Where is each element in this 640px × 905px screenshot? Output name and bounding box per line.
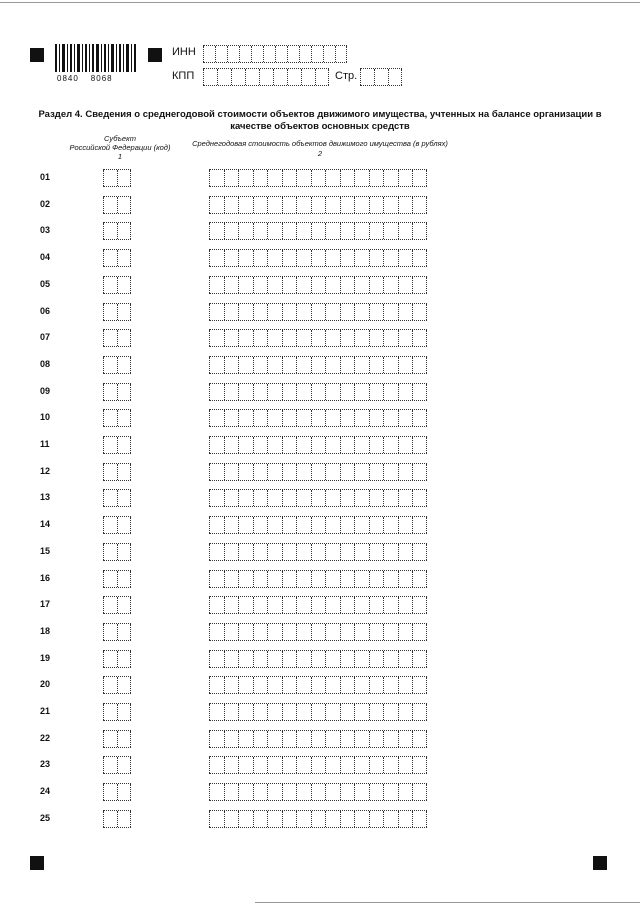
average-value-field[interactable] — [209, 356, 427, 374]
region-code-field[interactable] — [103, 516, 131, 534]
row-number: 11 — [40, 439, 50, 449]
row-number: 12 — [40, 466, 51, 476]
page-label: Стр. — [335, 70, 358, 82]
region-code-field[interactable] — [103, 596, 131, 614]
row-number: 05 — [40, 279, 51, 289]
average-value-field[interactable] — [209, 463, 427, 481]
barcode-right-digits: 8068 — [90, 74, 113, 83]
row-number: 25 — [40, 813, 51, 823]
region-code-field[interactable] — [103, 356, 131, 374]
column-2-title: Среднегодовая стоимость объектов движимого имущества (в рублях) — [192, 139, 448, 148]
row-number: 07 — [40, 332, 51, 342]
average-value-field[interactable] — [209, 703, 427, 721]
row-number: 08 — [40, 359, 51, 369]
average-value-field[interactable] — [209, 783, 427, 801]
row-number: 23 — [40, 759, 51, 769]
inn-field[interactable] — [203, 45, 347, 63]
average-value-field[interactable] — [209, 623, 427, 641]
region-code-field[interactable] — [103, 676, 131, 694]
row-number: 02 — [40, 199, 51, 209]
row-number: 24 — [40, 786, 51, 796]
row-number: 21 — [40, 706, 51, 716]
row-number: 20 — [40, 679, 51, 689]
barcode-left-digits: 0840 — [57, 74, 79, 83]
alignment-marker-top-left — [30, 48, 44, 62]
section-title-line-2: качестве объектов основных средств — [230, 121, 410, 132]
region-code-field[interactable] — [103, 383, 131, 401]
region-code-field[interactable] — [103, 703, 131, 721]
column-2-header — [190, 139, 450, 158]
region-code-field[interactable] — [103, 196, 131, 214]
inn-label: ИНН — [172, 46, 196, 58]
row-number: 14 — [40, 519, 51, 529]
region-code-field[interactable] — [103, 276, 131, 294]
alignment-marker-bottom-left — [30, 856, 44, 870]
top-border-line — [0, 2, 640, 3]
column-1-header — [55, 134, 185, 161]
average-value-field[interactable] — [209, 303, 427, 321]
bottom-border-line — [255, 902, 640, 903]
average-value-field[interactable] — [209, 543, 427, 561]
average-value-field[interactable] — [209, 489, 427, 507]
region-code-field[interactable] — [103, 436, 131, 454]
region-code-field[interactable] — [103, 303, 131, 321]
average-value-field[interactable] — [209, 676, 427, 694]
row-number: 15 — [40, 546, 51, 556]
row-number: 13 — [40, 492, 51, 502]
region-code-field[interactable] — [103, 756, 131, 774]
average-value-field[interactable] — [209, 329, 427, 347]
average-value-field[interactable] — [209, 409, 427, 427]
kpp-field[interactable] — [203, 68, 329, 86]
average-value-field[interactable] — [209, 196, 427, 214]
region-code-field[interactable] — [103, 730, 131, 748]
average-value-field[interactable] — [209, 516, 427, 534]
column-1-number: 1 — [117, 152, 123, 161]
region-code-field[interactable] — [103, 810, 131, 828]
average-value-field[interactable] — [209, 650, 427, 668]
region-code-field[interactable] — [103, 463, 131, 481]
section-title-line-1: Раздел 4. Сведения о среднегодовой стоимости объектов движимого имущества, учтенных на балансе организации в — [38, 109, 602, 120]
row-number: 22 — [40, 733, 51, 743]
average-value-field[interactable] — [209, 169, 427, 187]
barcode-image — [55, 44, 137, 72]
average-value-field[interactable] — [209, 383, 427, 401]
average-value-field[interactable] — [209, 756, 427, 774]
average-value-field[interactable] — [209, 436, 427, 454]
average-value-field[interactable] — [209, 596, 427, 614]
column-1-subtitle: Российской Федерации (код) — [69, 143, 171, 152]
average-value-field[interactable] — [209, 570, 427, 588]
row-number: 09 — [40, 386, 51, 396]
region-code-field[interactable] — [103, 650, 131, 668]
row-number: 04 — [40, 252, 51, 262]
region-code-field[interactable] — [103, 489, 131, 507]
average-value-field[interactable] — [209, 810, 427, 828]
row-number: 03 — [40, 225, 51, 235]
region-code-field[interactable] — [103, 409, 131, 427]
region-code-field[interactable] — [103, 570, 131, 588]
column-1-title: Субъект — [104, 134, 136, 143]
average-value-field[interactable] — [209, 730, 427, 748]
row-number: 18 — [40, 626, 51, 636]
row-number: 19 — [40, 653, 51, 663]
row-number: 01 — [40, 172, 51, 182]
average-value-field[interactable] — [209, 249, 427, 267]
region-code-field[interactable] — [103, 249, 131, 267]
alignment-marker-bottom-right — [593, 856, 607, 870]
row-number: 10 — [40, 412, 51, 422]
kpp-label: КПП — [172, 70, 195, 82]
row-number: 17 — [40, 599, 51, 609]
average-value-field[interactable] — [209, 276, 427, 294]
region-code-field[interactable] — [103, 222, 131, 240]
region-code-field[interactable] — [103, 329, 131, 347]
region-code-field[interactable] — [103, 543, 131, 561]
region-code-field[interactable] — [103, 783, 131, 801]
region-code-field[interactable] — [103, 169, 131, 187]
row-number: 16 — [40, 573, 51, 583]
region-code-field[interactable] — [103, 623, 131, 641]
barcode-digits — [57, 74, 113, 83]
alignment-marker-top-middle — [148, 48, 162, 62]
section-title — [30, 109, 610, 133]
row-number: 06 — [40, 306, 51, 316]
column-2-number: 2 — [317, 149, 323, 158]
page-number-field[interactable] — [360, 68, 402, 86]
average-value-field[interactable] — [209, 222, 427, 240]
